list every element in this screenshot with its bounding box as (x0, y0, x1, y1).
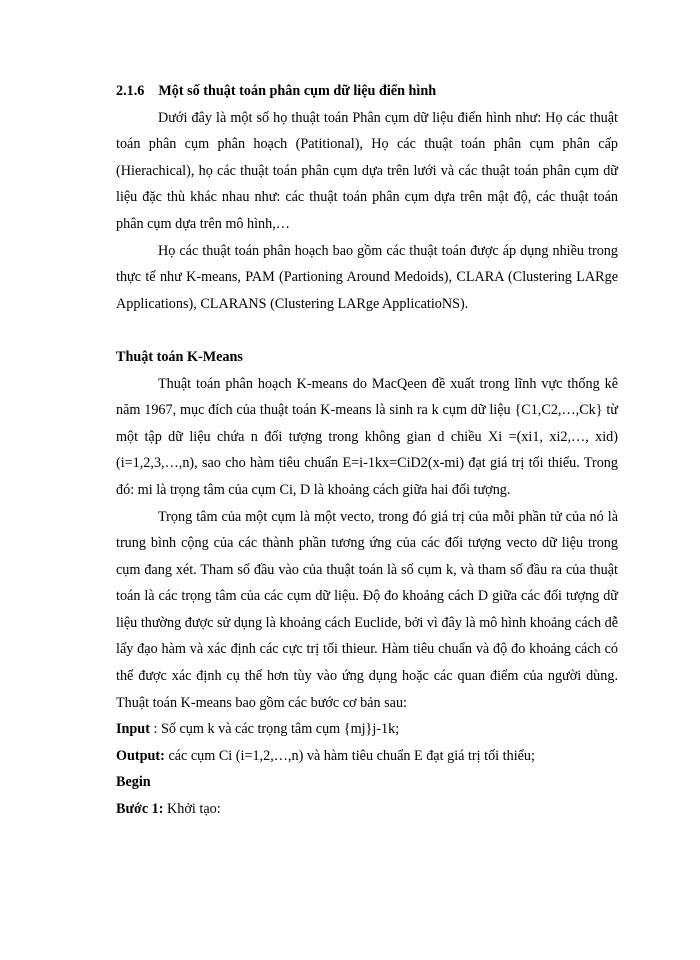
step1-text: Khởi tạo: (163, 801, 221, 818)
kmeans-paragraph-1 (116, 371, 618, 504)
output-label: Output: (116, 747, 165, 764)
output-text: các cụm Ci (i=1,2,…,n) và hàm tiêu chuẩn E đạt giá trị tối thiểu; (164, 747, 535, 764)
input-label: Input (116, 721, 150, 738)
section-title: Một số thuật toán phân cụm dữ liệu điển hình (158, 83, 437, 99)
section-number: 2.1.6 (116, 83, 145, 99)
kmeans-p1-text-a: Thuật toán phân hoạch K-means do MacQeen đề xuất trong lĩnh vực thống kê năm 1967, mục đích của thuật toán K-means là sinh ra k cụm dữ liệu {C1,C2,…,Ck} từ một tập dữ liệu chứa n đối tượng trong không gian d chiều Xi =(xi1, xi2,…, xid) (i=1,2,3,…,n), sao cho hàm tiêu chuẩn (116, 375, 618, 472)
step1-line (116, 796, 618, 823)
section-heading (116, 78, 618, 105)
output-line (116, 743, 618, 770)
kmeans-heading: Thuật toán K-Means (116, 348, 243, 365)
begin-line: Begin (116, 774, 151, 791)
objective-formula: E=i-1kx=CiD2(x-mi) (342, 455, 465, 472)
blank-line (116, 317, 618, 344)
page-content (116, 78, 618, 823)
step1-label: Bước 1: (116, 801, 164, 818)
partition-paragraph: Họ các thuật toán phân hoạch bao gồm các thuật toán được áp dụng nhiều trong thực tế như K-means, PAM (Partioning Around Medoids), CLARA (Clustering LARge Applications), CLARANS (Clustering LARge ApplicatioNS). (116, 242, 618, 312)
input-line (116, 716, 618, 743)
input-text: : Số cụm k và các trọng tâm cụm {mj}j-1k; (149, 721, 400, 738)
intro-paragraph: Dưới đây là một số họ thuật toán Phân cụm dữ liệu điển hình như: Họ các thuật toán phân cụm phân hoạch (Patitional), Họ các thuật toán phân cụm phân cấp (Hierachical), họ các thuật toán phân cụm dựa trên lưới và các thuật toán phân cụm dữ liệu đặc thù khác nhau như: các thuật toán phân cụm dựa trên mật độ, các thuật toán phân cụm dựa trên mô hình,… (116, 109, 618, 232)
kmeans-p1-text-b: đạt giá trị tối thiểu. Trong đó: mi là trọng tâm của cụm Ci, D là khoảng cách giữa hai đối tượng. (116, 455, 618, 498)
kmeans-paragraph-2: Trọng tâm của một cụm là một vecto, trong đó giá trị của mỗi phần tử của nó là trung bình cộng của các thành phần tương ứng của các đối tượng vecto dữ liệu trong cụm đang xét. Tham số đầu vào của thuật toán là số cụm k, và tham số đầu ra của thuật toán là các trọng tâm của các cụm dữ liệu. Độ đo khoảng cách D giữa các đối tượng dữ liệu thường được sử dụng là khoảng cách Euclide, bởi vì đây là mô hình khoảng cách dễ lấy đạo hàm và xác định các cực trị tối thieur. Hàm tiêu chuẩn và độ đo khoảng cách có thể được xác định cụ thể hơn tùy vào ứng dụng hoặc các quan điểm của người dùng. Thuật toán K-means bao gồm các bước cơ bản sau: (116, 508, 618, 711)
